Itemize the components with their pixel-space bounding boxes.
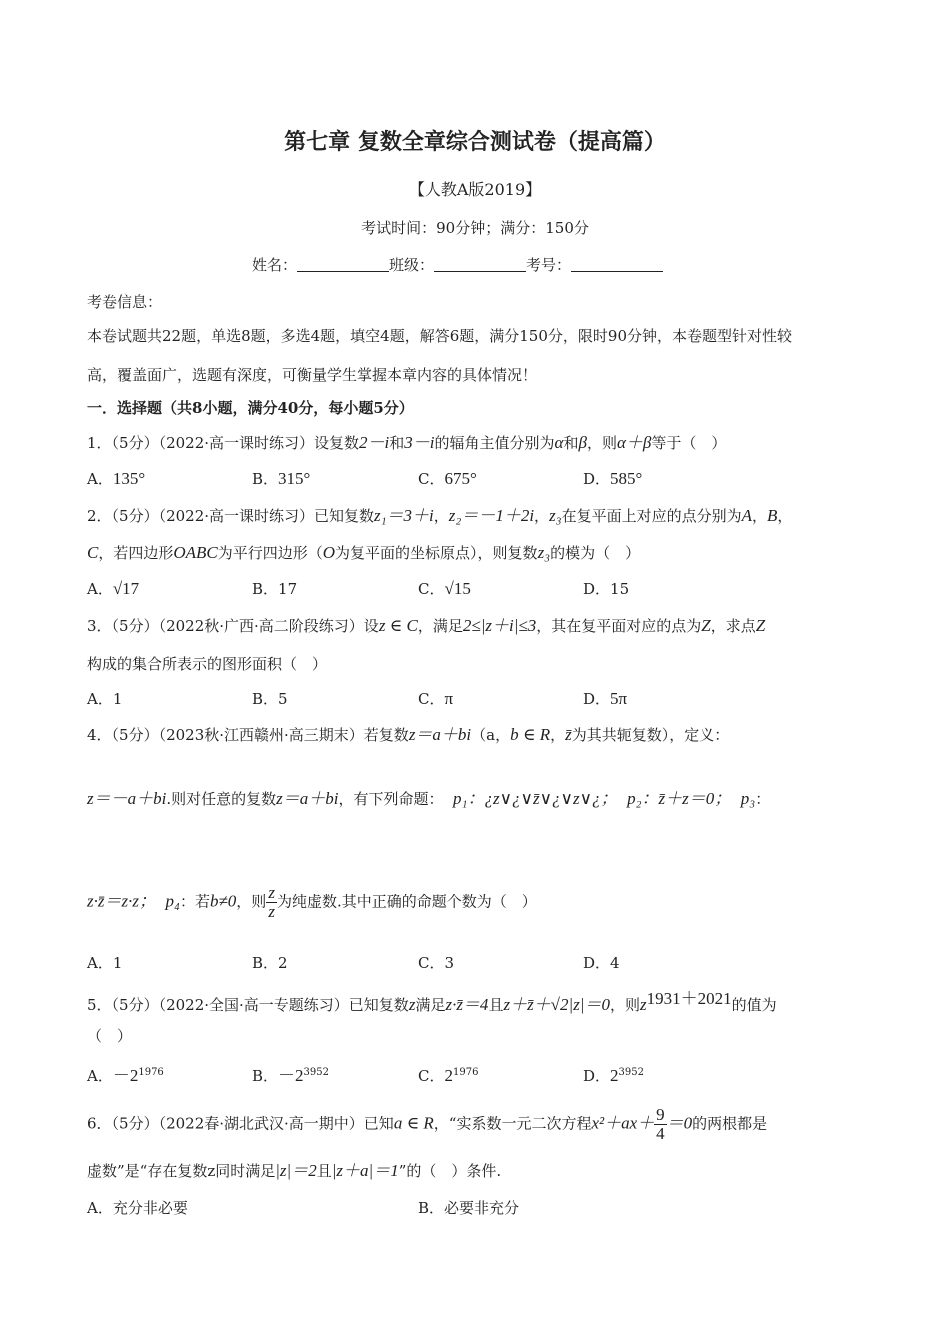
q5-text: 5．（5分）（2022·全国·高一专题练习）已知复数 [87, 996, 409, 1014]
number-label: 考号： [526, 256, 572, 274]
q2-text: 2．（5分）（2022·高一课时练习）已知复数 [87, 507, 375, 525]
q6-text: ，“实系数一元二次方程 [433, 1114, 592, 1133]
q6-text: 且 [316, 1162, 332, 1180]
q4-text: 4．（5分）（2023秋·江西赣州·高三期末）若复数 [87, 726, 409, 744]
q5-text: 的值为 [731, 996, 777, 1014]
class-blank[interactable] [434, 255, 526, 272]
q4-text: 为其共轭复数），定义： [571, 726, 730, 744]
question-4-line-3 [87, 884, 537, 921]
q2-expr: B [767, 506, 778, 525]
q4-expr: z＝－a＋bi [87, 789, 167, 808]
q1-text: 和 [389, 434, 405, 452]
q4-text: 为纯虚数.其中正确的命题个数为（ ） [276, 892, 537, 911]
q3-expr: Z [755, 616, 766, 635]
q6-text: ”的（ ）条件. [398, 1162, 502, 1180]
q1-option-b[interactable]: B．315° [252, 469, 311, 488]
q1-expr: 3－i [404, 433, 435, 452]
question-4 [87, 724, 729, 746]
q1-option-d[interactable]: D．585° [583, 469, 643, 488]
q6-option-b[interactable]: B．必要非充分 [418, 1199, 520, 1217]
info-heading: 考卷信息： [87, 293, 163, 311]
q2-expr: OABC [173, 543, 218, 562]
q3-option-d[interactable]: D．5π [583, 689, 628, 708]
exam-info: 考试时间：90分钟；满分：150分 [361, 219, 589, 237]
q1-option-c[interactable]: C．675° [418, 469, 477, 488]
q4-expr: p₂ [627, 789, 642, 808]
q4-text: ，则 [236, 892, 267, 911]
q4-text: ： [755, 790, 771, 808]
q4-expr: ：z̄＋z＝0； [641, 789, 732, 808]
q6-text: 的两根都是 [692, 1114, 768, 1133]
q4-expr: p₃ [740, 789, 756, 808]
question-3-line-2: 构成的集合所表示的图形面积（ ） [87, 655, 328, 673]
q4-expr: z̄ [565, 725, 572, 744]
question-2 [87, 505, 792, 527]
q2-expr: z₃ [537, 543, 551, 562]
q3-option-b[interactable]: B．5 [252, 690, 288, 708]
q5-expr: z＋z̄＋√2|z|＝0 [503, 995, 610, 1014]
q2-text: 的模为（ ） [550, 544, 641, 562]
question-1 [87, 432, 726, 454]
q4-text: （a， [471, 726, 511, 744]
q4-expr: z＝a＋bi [408, 725, 472, 744]
class-label: 班级： [389, 256, 435, 274]
q4-option-a[interactable]: A．1 [87, 954, 123, 972]
q5-exponent: 1931＋2021 [646, 989, 732, 1008]
q2-expr: O [322, 543, 336, 562]
q5-option-a[interactable]: A．$-2^{1976}$ [87, 1066, 164, 1085]
question-6-line-2 [87, 1160, 501, 1182]
q4-fraction: $\frac{z}{z}$ [268, 883, 275, 921]
q4-text: ， [550, 726, 566, 744]
q4-text: ：若 [179, 892, 210, 911]
q2-option-c[interactable]: C．√15 [418, 579, 471, 598]
q2-text: ， [534, 507, 550, 525]
q1-expr: 2－i [359, 433, 390, 452]
q2-text: ， [777, 507, 793, 525]
q6-expr: |z|＝2 [275, 1161, 317, 1180]
q1-expr: α＋β [616, 433, 652, 452]
question-5-line-2: （ ） [87, 1027, 133, 1045]
q6-text: 6．（5分）（2022春·湖北武汉·高一期中）已知 [87, 1114, 394, 1133]
q2-option-b[interactable]: B．17 [252, 580, 298, 598]
q2-text: ， [752, 507, 768, 525]
q1-text: 的辐角主值分别为 [434, 434, 555, 452]
info-line-2: 高，覆盖面广，选题有深度，可衡量学生掌握本章内容的具体情况！ [87, 366, 538, 384]
q3-expr: 2≤|z＋i|≤3 [462, 616, 537, 635]
q4-expr: b ∈ R [510, 725, 551, 744]
q3-text: ，其在复平面对应的点为 [536, 617, 702, 635]
q4-expr: z·z̄＝z·z； [87, 891, 156, 911]
q1-option-a[interactable]: A．135° [87, 469, 146, 488]
q3-option-a[interactable]: A．1 [87, 690, 123, 708]
q4-option-d[interactable]: D．4 [583, 954, 620, 972]
section-heading: 一．选择题（共8小题，满分40分，每小题5分） [87, 399, 414, 417]
q2-expr: C [87, 543, 99, 562]
question-6 [87, 1106, 767, 1143]
name-label: 姓名： [252, 256, 298, 274]
q2-text: ，若四边形 [98, 544, 174, 562]
q5-option-b[interactable]: B．$-2^{3952}$ [252, 1066, 329, 1085]
q4-expr: p₁ [453, 789, 468, 808]
q4-expr: p₄ [165, 891, 180, 911]
q5-text: 满足 [415, 996, 446, 1014]
q6-fraction: $\frac{9}{4}$ [656, 1105, 665, 1143]
q4-expr: z＝a＋bi [276, 789, 339, 808]
q2-expr: A [741, 506, 752, 525]
q2-expr: z₃ [549, 506, 562, 525]
q2-text: ， [433, 507, 449, 525]
q1-text: 1．（5分）（2022·高一课时练习）设复数 [87, 434, 360, 452]
q2-expr: z₁＝3＋i [374, 506, 434, 525]
q6-expr: ＝0 [666, 1113, 693, 1133]
q1-text: ，则 [586, 434, 617, 452]
q1-text: 和 [563, 434, 579, 452]
question-4-line-2 [87, 788, 770, 810]
q4-option-b[interactable]: B．2 [252, 954, 288, 972]
q2-text: 在复平面上对应的点分别为 [561, 507, 742, 525]
q5-expr: z·z̄＝4 [445, 995, 489, 1014]
q3-expr: z ∈ C [378, 616, 418, 635]
q2-text: 为平行四边形（ [217, 544, 323, 562]
q4-option-c[interactable]: C．3 [418, 954, 455, 972]
info-line-1: 本卷试题共22题，单选8题，多选4题，填空4题，解答6题，满分150分，限时90分钟，本卷题型针对性较 [87, 327, 792, 345]
q6-option-a[interactable]: A．充分非必要 [87, 1199, 188, 1217]
q1-text: 等于（ ） [651, 434, 727, 452]
q4-text: ，有下列命题： [338, 790, 444, 808]
question-3 [87, 615, 765, 637]
q4-expr: b≠0 [209, 891, 237, 911]
q1-expr: β [578, 433, 587, 452]
student-fields [252, 254, 663, 276]
q6-expr: a ∈ R [393, 1113, 434, 1133]
q4-expr: ：¿z∨¿∨z̄∨¿∨z∨¿； [467, 789, 618, 808]
q6-expr: x²＋ax＋ [591, 1113, 655, 1133]
q1-expr: α [554, 433, 564, 452]
q3-option-c[interactable]: C．π [418, 689, 454, 708]
q3-text: ，求点 [710, 617, 756, 635]
q5-option-c[interactable]: C．$2^{1976}$ [418, 1066, 479, 1085]
question-2-line-2 [87, 542, 640, 564]
q5-option-d[interactable]: D．$2^{3952}$ [583, 1066, 644, 1085]
q2-option-a[interactable]: A．√17 [87, 579, 140, 598]
q2-text: 为复平面的坐标原点），则复数 [335, 544, 538, 562]
q6-text: 虚数”是“存在复数z同时满足 [87, 1162, 276, 1180]
q6-expr: |z＋a|＝1 [331, 1161, 399, 1180]
q5-expr: z [640, 995, 647, 1014]
name-blank[interactable] [297, 255, 389, 272]
q5-text: 且 [488, 996, 504, 1014]
q5-text: ，则 [609, 996, 640, 1014]
edition-label: 【人教A版2019】 [408, 180, 542, 199]
question-5 [87, 988, 777, 1016]
q3-text: 3．（5分）（2022秋·广西·高二阶段练习）设 [87, 617, 379, 635]
q4-text: .则对任意的复数 [166, 790, 277, 808]
q5-expr: z [408, 995, 416, 1014]
page-title: 第七章 复数全章综合测试卷（提高篇） [284, 130, 666, 155]
q3-expr: Z [701, 616, 711, 635]
number-blank[interactable] [571, 255, 663, 272]
q2-expr: z₂＝－1＋2i [448, 506, 535, 525]
q2-option-d[interactable]: D．15 [583, 580, 630, 598]
q3-text: ，满足 [417, 617, 463, 635]
